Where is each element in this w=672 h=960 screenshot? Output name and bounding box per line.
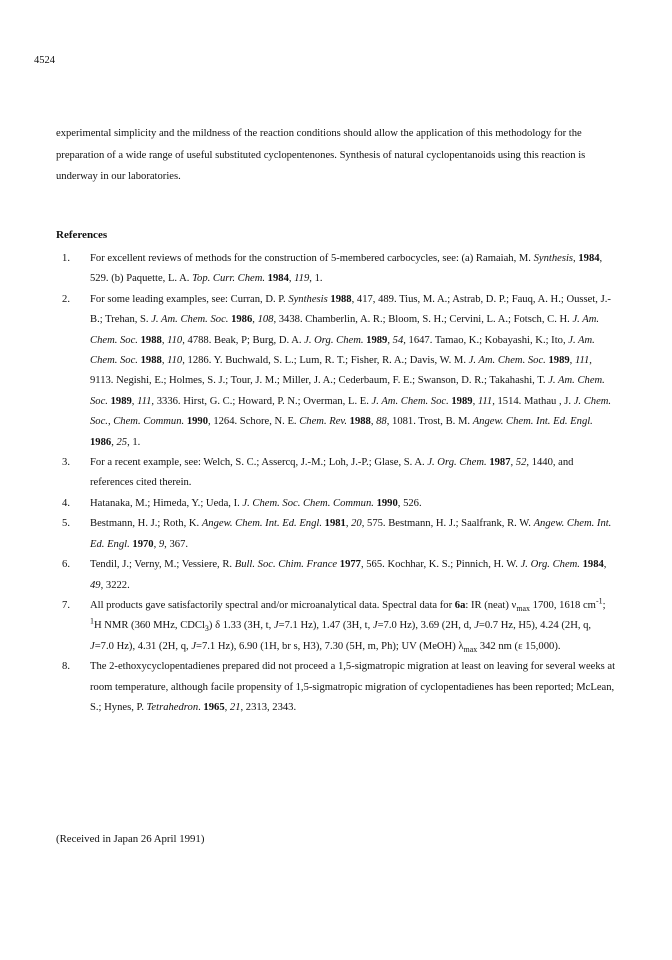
reference-item xyxy=(34,555,616,596)
reference-text-run: , 367. xyxy=(164,538,189,550)
reference-text-run: , xyxy=(387,334,393,346)
reference-text-run: . xyxy=(198,701,204,713)
received-note: (Received in Japan 26 April 1991) xyxy=(56,833,205,845)
reference-text-run: 111 xyxy=(477,395,493,407)
reference-text-run: , xyxy=(161,334,168,346)
reference-text-run: Angew. Chem. Int. Ed. Engl. xyxy=(472,416,593,428)
reference-text-run: 9 xyxy=(158,538,165,550)
reference-text-run: , xyxy=(153,538,159,550)
reference-text-run: 1988 xyxy=(330,293,352,305)
reference-text-run: J. Am. Chem. Soc. xyxy=(371,395,449,407)
reference-text-run: 20 xyxy=(351,518,362,530)
reference-text-run: Angew. Chem. Int. Ed. Engl. xyxy=(201,518,322,530)
page-number: 4524 xyxy=(34,55,55,66)
reference-text-run: Angew. Chem. Int. Ed. Engl. xyxy=(90,518,612,550)
reference-text-run: ; xyxy=(602,599,606,611)
intro-paragraph: experimental simplicity and the mildness of the reaction conditions should allow the application of this methodology for the preparation of a wide range of useful substituted cyclopentenones. Synthesis of natural cyclopentanoids using this reaction is underway in our laboratories. xyxy=(56,128,586,182)
reference-text-run: , xyxy=(573,253,579,264)
reference-item xyxy=(34,514,616,555)
reference-text-run: =7.0 Hz), 3.69 (2H, d, xyxy=(377,620,475,632)
reference-text xyxy=(90,518,611,549)
reference-text-run: J xyxy=(90,640,95,652)
references-list xyxy=(34,249,616,718)
reference-text-run: 111 xyxy=(137,395,152,407)
reference-text-run: 1988 xyxy=(140,355,162,367)
reference-number: 2. xyxy=(62,293,70,305)
reference-text-run: , 3336. Hirst, G. C.; Howard, P. N.; Overman, L. E. xyxy=(151,395,372,407)
reference-text-run: , 1514. Mathau , J. xyxy=(492,395,574,407)
reference-text-run: Hatanaka, M.; Himeda, Y.; Ueda, I. xyxy=(90,497,243,509)
reference-text-run: , 3222. xyxy=(100,579,130,591)
reference-text-run: , 1264. Schore, N. E. xyxy=(208,416,300,428)
reference-item xyxy=(34,453,616,494)
reference-text-run: , 417, 489. Tius, M. A.; Astrab, D. P.; Fauq, A. H.; Ousset, J.-B.; Trehan, S. xyxy=(90,293,611,326)
reference-number: 6. xyxy=(62,559,70,571)
reference-text-run: J xyxy=(372,620,378,632)
reference-text-run: 110 xyxy=(167,334,183,346)
reference-text-run: , xyxy=(161,355,168,367)
reference-text-run: 1988 xyxy=(140,334,162,346)
reference-text-run: =0.7 Hz, H5), 4.24 (2H, q, xyxy=(478,620,592,632)
reference-text-run: Synthesis xyxy=(288,293,328,305)
reference-text-run: , xyxy=(111,436,117,448)
reference-text-run: max xyxy=(463,644,478,654)
reference-text-run: , xyxy=(131,395,138,407)
reference-text-run: Synthesis xyxy=(533,253,574,264)
reference-text-run: =7.0 Hz), 4.31 (2H, q, xyxy=(94,640,192,652)
reference-text-run: For some leading examples, see: Curran, D. P. xyxy=(90,293,289,305)
reference-text-run: -1 xyxy=(595,596,603,606)
reference-text-run: J. Am. Chem. Soc. xyxy=(468,355,546,367)
reference-text-run: 108 xyxy=(257,314,274,326)
reference-text-run: 1984 xyxy=(267,273,289,285)
reference-number: 3. xyxy=(62,457,70,469)
reference-text-run: J. Am. Chem. Soc. xyxy=(90,375,605,407)
reference-number: 4. xyxy=(62,497,70,509)
reference-text-run: Tetrahedron xyxy=(146,701,199,713)
reference-text-run: The 2-ethoxycyclopentadienes prepared did not proceed a 1,5-sigmatropic migration at least on leaving for several weeks at room temperature, although facile propensity of 1,5-sigmatropic migration of cyclopentadienes has been reported; McLean, S.; Hynes, P. xyxy=(90,661,616,713)
reference-text-run: Bull. Soc. Chim. France xyxy=(234,559,338,571)
reference-text-run: 1984 xyxy=(578,253,600,264)
reference-text-run: For a recent example, see: Welch, S. C.; Assercq, J.-M.; Loh, J.-P.; Glase, S. A. xyxy=(90,457,428,469)
reference-text-run: , 2313, 2343. xyxy=(240,701,297,713)
reference-number: 7. xyxy=(62,599,70,611)
reference-text-run: J. Org. Chem. xyxy=(520,559,580,571)
reference-text-run: , 3438. Chamberlin, A. R.; Bloom, S. H.; Cervini, L. A.; Fotsch, C. H. xyxy=(273,314,573,326)
references-heading: References xyxy=(56,229,108,241)
reference-text-run: 1990 xyxy=(376,497,398,509)
reference-text-run: , 1440, and references cited therein. xyxy=(90,457,574,489)
reference-text-run: , xyxy=(569,355,575,367)
reference-text-run: Top. Curr. Chem. xyxy=(192,273,266,285)
reference-number: 5. xyxy=(62,518,70,530)
reference-text-run: 1987 xyxy=(489,457,511,469)
reference-text xyxy=(90,294,611,448)
reference-number: 1. xyxy=(62,253,70,264)
reference-text-run: Chem. Rev. xyxy=(299,416,347,428)
reference-text-run: , 1. xyxy=(309,273,323,285)
reference-text-run: =7.1 Hz), 1.47 (3H, t, xyxy=(278,620,373,632)
reference-text-run: , xyxy=(472,395,478,407)
reference-text-run: J xyxy=(273,620,279,632)
reference-text-run: 1984 xyxy=(582,559,604,571)
reference-text-run: , xyxy=(510,457,516,469)
reference-text-run: J. Am. Chem. Soc. xyxy=(90,314,600,346)
reference-text-run: , xyxy=(288,273,295,285)
reference-text-run: 88 xyxy=(376,416,387,428)
reference-text xyxy=(90,253,602,284)
reference-text xyxy=(90,559,606,590)
reference-text-run: , 575. Bestmann, H. J.; Saalfrank, R. W. xyxy=(361,518,534,530)
reference-text xyxy=(90,498,422,509)
reference-item xyxy=(34,657,616,718)
reference-text-run: ) δ 1.33 (3H, t, xyxy=(208,620,274,632)
reference-text-run: 21 xyxy=(229,701,241,713)
reference-text-run: H NMR (360 MHz, CDCl xyxy=(93,620,205,632)
reference-text-run: 1989 xyxy=(451,395,473,407)
reference-text-run: 1700, 1618 cm xyxy=(530,599,596,611)
reference-text-run: , xyxy=(370,416,377,428)
reference-text-run: 111 xyxy=(574,355,590,367)
reference-text-run: J xyxy=(191,640,197,652)
reference-text-run: 1977 xyxy=(339,559,361,571)
reference-text-run: J. Chem. Soc., Chem. Commun. xyxy=(90,395,612,428)
reference-text-run: 1989 xyxy=(366,334,388,346)
reference-text-run: J xyxy=(474,620,479,632)
reference-text-run: J. Org. Chem. xyxy=(304,334,364,346)
reference-text-run: , xyxy=(345,518,352,530)
reference-text-run: , xyxy=(603,559,607,571)
reference-text-run: 1988 xyxy=(349,416,371,428)
reference-text-run: , 565. Kochhar, K. S.; Pinnich, H. W. xyxy=(360,559,521,571)
reference-text-run: 1 xyxy=(90,616,94,626)
reference-text-run: , 529. (b) Paquette, L. A. xyxy=(90,253,603,285)
reference-text-run: Bestmann, H. J.; Roth, K. xyxy=(90,518,202,530)
reference-text-run: 1990 xyxy=(186,416,209,428)
reference-text-run: 3 xyxy=(204,624,209,634)
reference-text xyxy=(90,661,615,713)
reference-text-run: , 1647. Tamao, K.; Kobayashi, K.; Ito, xyxy=(403,334,569,346)
reference-text xyxy=(90,457,573,488)
reference-text-run: J. Org. Chem. xyxy=(427,457,487,469)
reference-item xyxy=(34,249,616,290)
reference-text-run: 6a xyxy=(454,599,466,611)
reference-text xyxy=(90,596,606,654)
reference-number: 8. xyxy=(62,661,70,673)
reference-text-run: 1986 xyxy=(231,314,253,326)
reference-text-run: , 1286. Y. Buchwald, S. L.; Lum, R. T.; Fisher, R. A.; Davis, W. M. xyxy=(182,355,469,367)
reference-text-run: 1981 xyxy=(324,518,346,530)
reference-text-run: 119 xyxy=(294,273,310,285)
reference-text-run: 1986 xyxy=(90,436,112,448)
reference-item xyxy=(34,290,616,453)
reference-text-run: All products gave satisfactorily spectral and/or microanalytical data. Spectral data for xyxy=(90,599,455,611)
reference-text-run: , 4788. Beak, P; Burg, D. A. xyxy=(182,334,305,346)
reference-item xyxy=(34,494,616,514)
reference-text-run: , 9113. Negishi, E.; Holmes, S. J.; Tour, J. M.; Miller, J. A.; Cederbaum, F. E.; Swanson, D. R.; Takahashi, T. xyxy=(90,355,592,387)
reference-text-run: , 1. xyxy=(127,436,141,448)
reference-text-run: 25 xyxy=(116,436,128,448)
reference-text-run: 110 xyxy=(167,355,183,367)
reference-text-run: 52 xyxy=(515,457,527,469)
reference-text-run: J. Chem. Soc. Chem. Commun. xyxy=(242,497,374,509)
reference-text-run: , xyxy=(252,314,258,326)
reference-text-run: For excellent reviews of methods for the construction of 5-membered carbocycles, see: (a) Ramaiah, M. xyxy=(90,253,534,264)
reference-text-run: =7.1 Hz), 6.90 (1H, br s, H3), 7.30 (5H, m, Ph); UV (MeOH) λ xyxy=(196,640,464,652)
reference-text-run: , xyxy=(224,701,230,713)
reference-text-run: 1965 xyxy=(203,701,225,713)
reference-text-run: max xyxy=(516,604,531,614)
reference-text-run: J. Am. Chem. Soc. xyxy=(151,314,229,326)
reference-text-run: 1970 xyxy=(132,538,154,550)
reference-item xyxy=(34,596,616,657)
reference-text-run: J. Am. Chem. Soc. xyxy=(90,334,595,367)
reference-text-run: , 526. xyxy=(397,497,422,509)
reference-text-run: 342 nm (ε 15,000). xyxy=(477,640,561,652)
reference-text-run: , 1081. Trost, B. M. xyxy=(386,416,473,428)
reference-text-run: 1989 xyxy=(548,355,570,367)
reference-text-run: 1989 xyxy=(110,395,132,407)
reference-text-run: 49 xyxy=(90,579,101,591)
reference-text-run: Tendil, J.; Verny, M.; Vessiere, R. xyxy=(90,559,235,571)
reference-text-run: : IR (neat) ν xyxy=(465,599,517,611)
reference-text-run: 54 xyxy=(392,334,404,346)
